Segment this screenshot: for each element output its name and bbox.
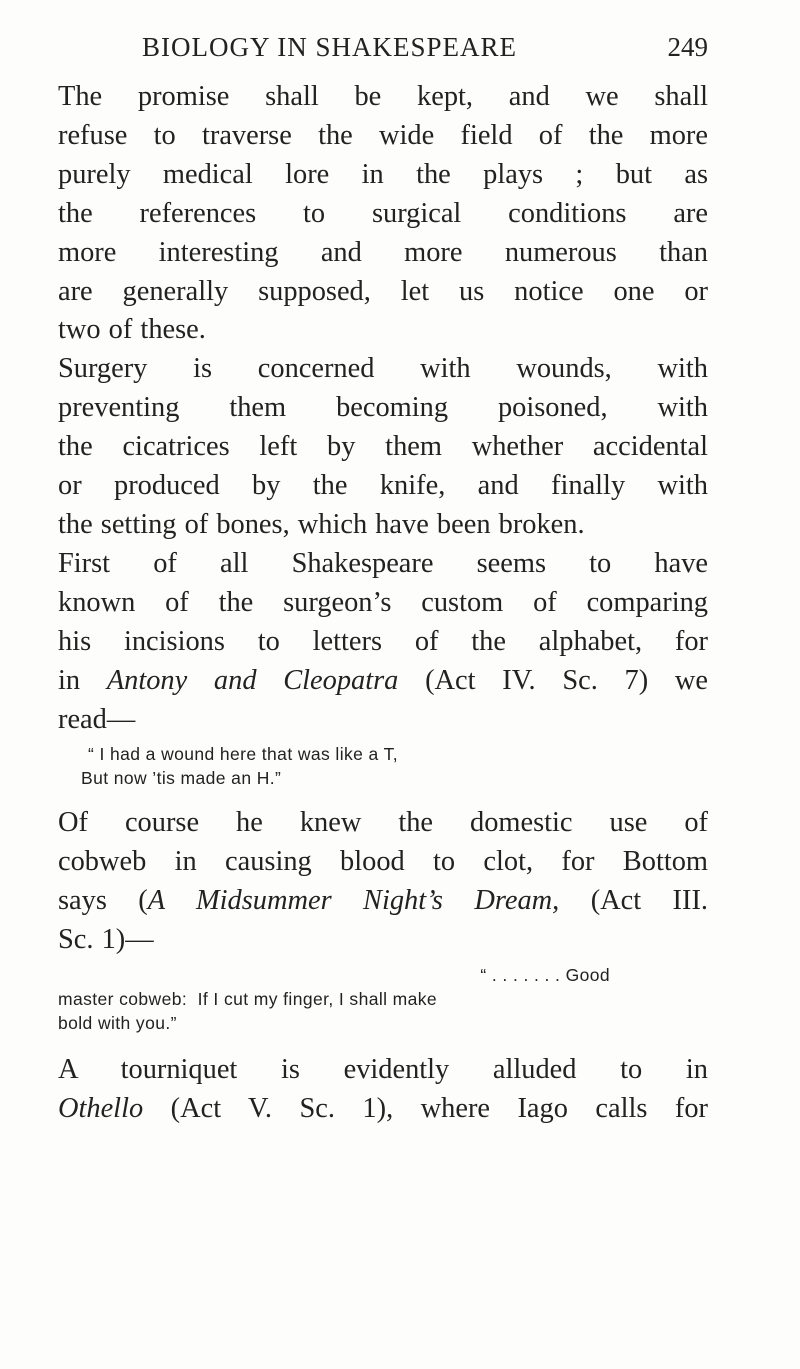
quotation-midsummer (58, 963, 708, 1035)
ref-prefix: says ( (58, 885, 148, 917)
quotation-antony (58, 742, 708, 790)
ref-suffix: (Act III. (590, 885, 708, 917)
text-line: his incisions to letters of the alphabet, for (58, 625, 708, 657)
text-line: known of the surgeon’s custom of comparing (58, 586, 708, 618)
book-page (58, 32, 708, 1129)
text-line: Surgery is concerned with wounds, with (58, 353, 708, 385)
text-line: A tourniquet is evidently alluded to in (58, 1054, 708, 1086)
text-line: are generally supposed, let us notice one or (58, 275, 708, 307)
paragraph-surgery (58, 350, 708, 545)
text-line: cobweb in causing blood to clot, for Bottom (58, 846, 708, 878)
ref-suffix: (Act IV. Sc. 7) we (425, 664, 708, 696)
text-line: read— (58, 703, 136, 735)
running-head: BIOLOGY IN SHAKESPEARE (142, 32, 518, 62)
play-title: Othello (58, 1092, 144, 1124)
paragraph-tourniquet (58, 1051, 708, 1129)
paragraph-incisions (58, 545, 708, 740)
page-header (58, 32, 708, 78)
text-line: preventing them becoming poisoned, with (58, 392, 708, 424)
quote-line: bold with you.” (58, 1013, 177, 1034)
page-number: 249 (667, 32, 708, 62)
text-line: purely medical lore in the plays ; but as (58, 158, 708, 190)
quote-line: “ I had a wound here that was like a T, (88, 744, 399, 765)
text-line: the cicatrices left by them whether accidental (58, 431, 708, 463)
paragraph-cobweb (58, 804, 708, 960)
text-line (58, 1090, 708, 1129)
play-title: Antony and Cleopatra (106, 664, 399, 696)
text-line: two of these. (58, 314, 206, 346)
text-line: Of course he knew the domestic use of (58, 807, 708, 839)
quote-line: master cobweb: If I cut my finger, I shall make (58, 989, 438, 1010)
ref-prefix: in (58, 664, 81, 696)
text-line: more interesting and more numerous than (58, 236, 708, 268)
text-line: Sc. 1)— (58, 924, 154, 956)
paragraph-promise (58, 78, 708, 350)
text-line: refuse to traverse the wide field of the more (58, 119, 708, 151)
text-line: the setting of bones, which have been broken. (58, 508, 585, 540)
text-line: First of all Shakespeare seems to have (58, 547, 708, 579)
text-line: the references to surgical conditions are (58, 197, 708, 229)
text-line: The promise shall be kept, and we shall (58, 81, 708, 112)
ref-suffix: (Act V. Sc. 1), where Iago calls for (170, 1092, 708, 1124)
quote-line: But now ’tis made an H.” (81, 768, 282, 789)
play-title: A Midsummer Night’s Dream, (147, 885, 560, 917)
text-line: or produced by the knife, and finally with (58, 470, 708, 502)
text-line (58, 882, 708, 921)
text-line (58, 662, 708, 701)
quote-line: “ . . . . . . . Good (480, 965, 610, 986)
